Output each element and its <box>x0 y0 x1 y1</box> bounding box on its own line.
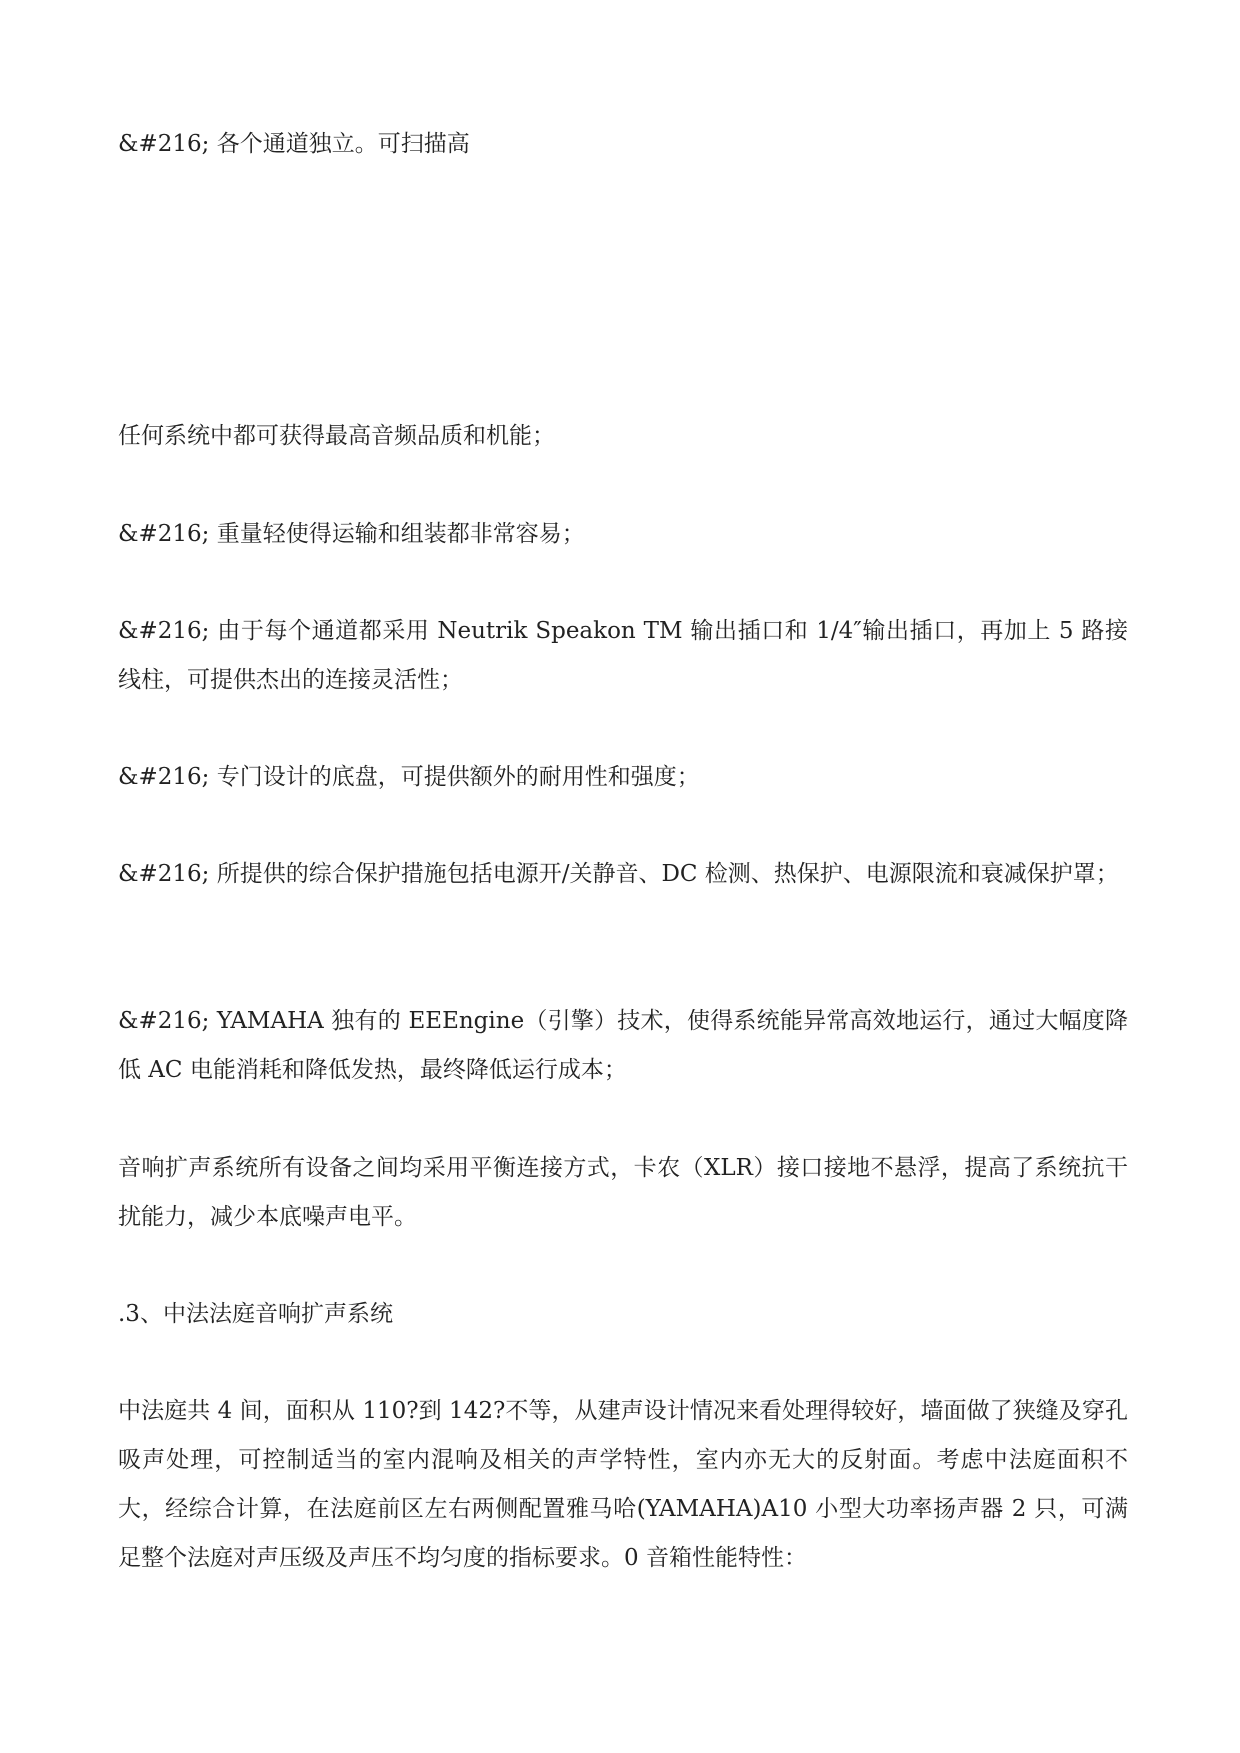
paragraph-light-weight: &#216; 重量轻使得运输和组装都非常容易； <box>118 521 585 547</box>
paragraph-audio-quality: 任何系统中都可获得最高音频品质和机能； <box>118 423 555 449</box>
paragraph-balanced-connection: 音响扩声系统所有设备之间均采用平衡连接方式，卡农（XLR）接口接地不悬浮，提高了系统抗干扰能力，减少本底噪声电平。 <box>118 1155 1128 1230</box>
paragraph-channels-independent: &#216; 各个通道独立。可扫描高 <box>118 131 470 157</box>
paragraph-connectors: &#216; 由于每个通道都采用 Neutrik Speakon TM 输出插口和 1/4″输出插口，再加上 5 路接线柱，可提供杰出的连接灵活性； <box>118 618 1128 693</box>
section-heading-court-sound: .3、中法法庭音响扩声系统 <box>118 1301 393 1327</box>
paragraph-court-description: 中法庭共 4 间，面积从 110?到 142?不等，从建声设计情况来看处理得较好，墙面做了狭缝及穿孔吸声处理，可控制适当的室内混响及相关的声学特性，室内亦无大的反射面。考虑中法庭面积不大，经综合计算，在法庭前区左右两侧配置雅马哈(YAMAHA)A10 小型大功率扬声器 2 只，可满足整个法庭对声压级及声压不均匀度的指标要求。0 音箱性能特性： <box>118 1398 1128 1571</box>
paragraph-protection: &#216; 所提供的综合保护措施包括电源开/关静音、DC 检测、热保护、电源限流和衰减保护罩； <box>118 861 1119 887</box>
paragraph-eeengine: &#216; YAMAHA 独有的 EEEngine（引擎）技术，使得系统能异常高效地运行，通过大幅度降低 AC 电能消耗和降低发热，最终降低运行成本； <box>118 1008 1128 1083</box>
paragraph-chassis: &#216; 专门设计的底盘，可提供额外的耐用性和强度； <box>118 764 700 790</box>
